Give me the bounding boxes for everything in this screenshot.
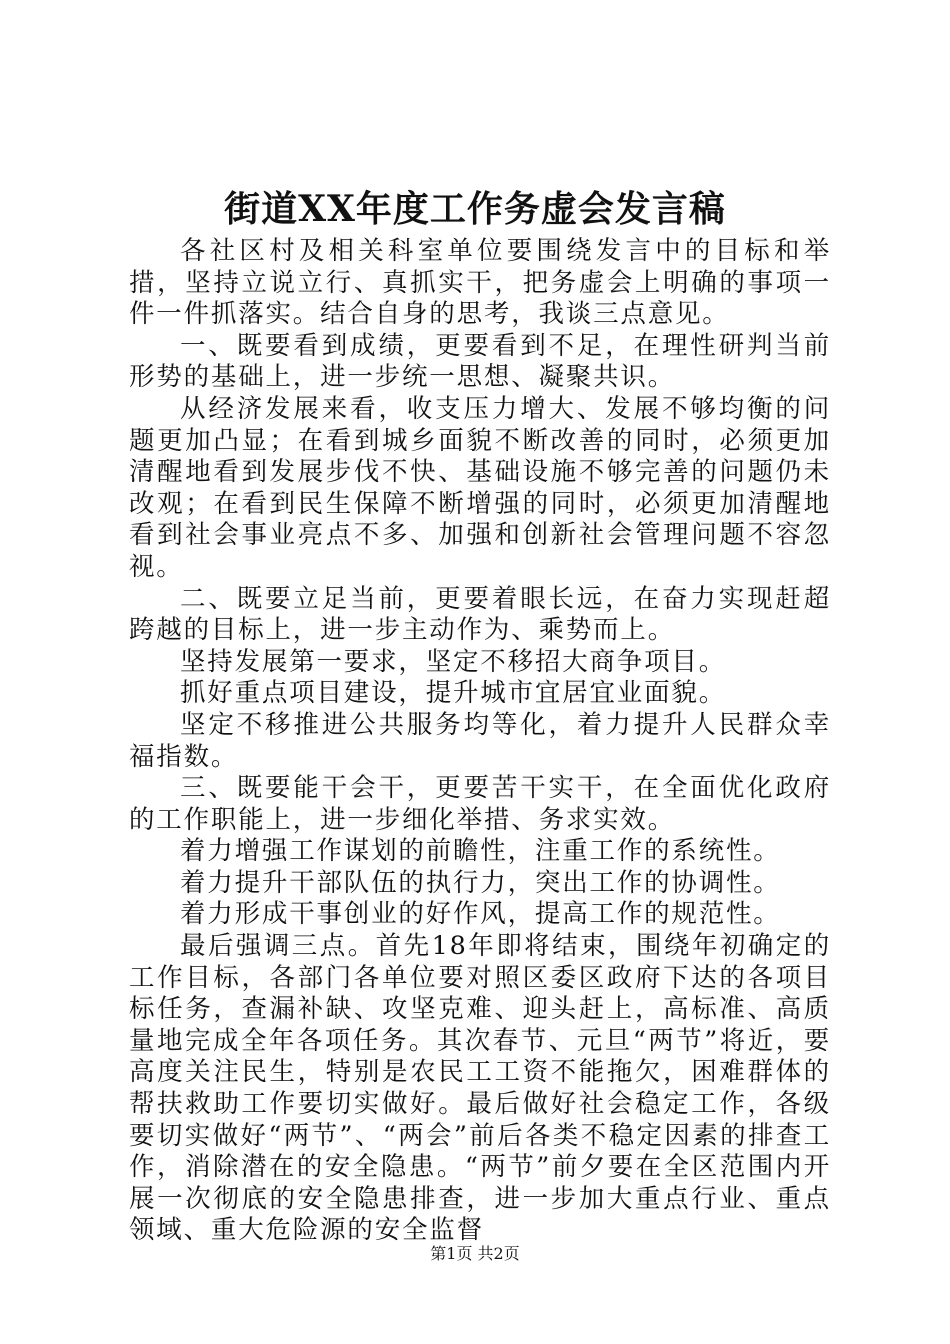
paragraph: 坚持发展第一要求，坚定不移招大商争项目。 bbox=[180, 646, 727, 677]
paragraph: 着力提升干部队伍的执行力，突出工作的协调性。 bbox=[180, 867, 781, 898]
paragraph: 各社区村及相关科室单位要围绕发言中的目标和举措，坚持立说立行、真抓实干，把务虚会上明确的事项一件一件抓落实。结合自身的思考，我谈三点意见。 bbox=[129, 236, 831, 330]
paragraph: 最后强调三点。首先18年即将结束，围绕年初确定的工作目标，各部门各单位要对照区委区政府下达的各项目标任务，查漏补缺、攻坚克难、迎头赶上，高标准、高质量地完成全年各项任务。其次春节、元旦“两节”将近，要高度关注民生，特别是农民工工资不能拖欠，困难群体的帮扶救助工作要切实做好。最后做好社会稳定工作，各级要切实做好“两节”、“两会”前后各类不稳定因素的排查工作，消除潜在的安全隐患。“两节”前夕要在全区范围内开展一次彻底的安全隐患排查，进一步加大重点行业、重点领域、重大危险源的安全监督 bbox=[129, 931, 831, 1246]
document-title: 街道XX年度工作务虚会发言稿 bbox=[224, 188, 726, 230]
paragraph: 二、既要立足当前，更要着眼长远，在奋力实现赶超跨越的目标上，进一步主动作为、乘势而上。 bbox=[129, 583, 831, 646]
paragraph: 三、既要能干会干，更要苦干实干，在全面优化政府的工作职能上，进一步细化举措、务求实效。 bbox=[129, 773, 831, 835]
paragraph: 抓好重点项目建设，提升城市宜居宜业面貌。 bbox=[180, 678, 727, 709]
paragraph: 一、既要看到成绩，更要看到不足，在理性研判当前形势的基础上，进一步统一思想、凝聚共识。 bbox=[129, 330, 831, 393]
paragraph: 着力增强工作谋划的前瞻性，注重工作的系统性。 bbox=[180, 836, 781, 867]
document-body bbox=[129, 236, 831, 1247]
paragraph: 着力形成干事创业的好作风，提高工作的规范性。 bbox=[180, 899, 781, 930]
paragraph: 坚定不移推进公共服务均等化，着力提升人民群众幸福指数。 bbox=[129, 709, 831, 772]
page-footer: 第1页 共2页 bbox=[430, 1244, 520, 1263]
paragraph: 从经济发展来看，收支压力增大、发展不够均衡的问题更加凸显；在看到城乡面貌不断改善的同时，必须更加清醒地看到发展步伐不快、基础设施不够完善的问题仍未改观；在看到民生保障不断增强的同时，必须更加清醒地看到社会事业亮点不多、加强和创新社会管理问题不容忽视。 bbox=[129, 393, 831, 582]
